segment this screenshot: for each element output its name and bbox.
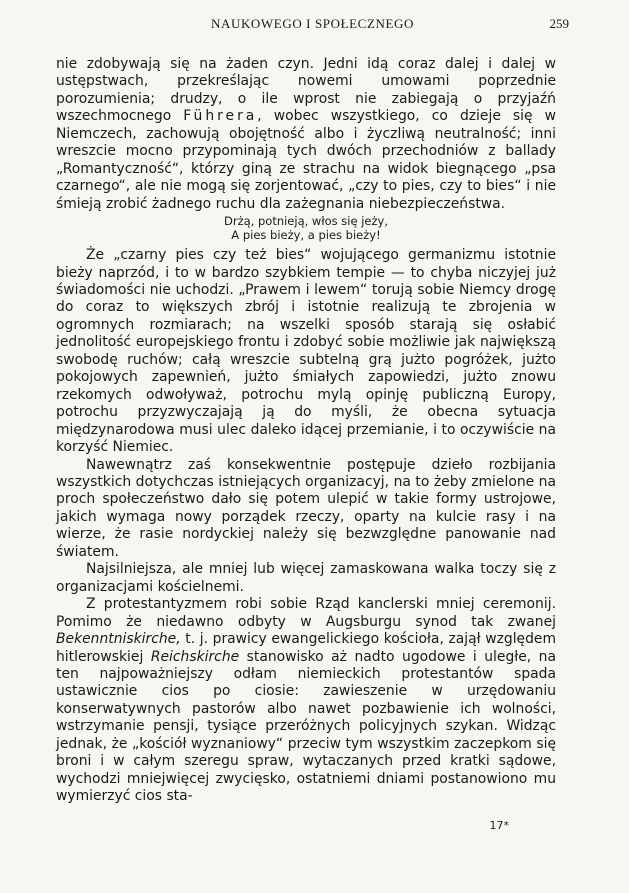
paragraph-5-text-a: Z protestantyzmem robi sobie Rząd kanclerski mniej ceremonij. Pomimo że niedawno odbyty w Augsburgu synod tak zwanej xyxy=(56,596,556,630)
page-number: 259 xyxy=(549,16,569,31)
paragraph-1-text-a: nie zdobywają się na żaden czyn. Jedni idą coraz dalej i dalej w ustępstwach, przekreślając nowemi umowami poprzednie porozumienia; drudzy, o ile wprost nie zabiegają o przyjaźń wszechmocnego xyxy=(56,56,556,125)
paragraph-1 xyxy=(56,56,556,213)
verse-quote xyxy=(56,214,556,242)
paragraph-1-text-b: , wobec wszystkiego, co dzieje się w Niemczech, zachowują obojętność albo i życzliwą neutralność; inni wreszcie mocno przypominają tych dwóch przechodniów z ballady „Romantyczność“, którzy giną ze strachu na widok biegnącego „psa czarnego“, ale nie mogą się zorjentować, „czy to pies, czy to bies“ i nie śmieją zrobić żadnego ruchu dla zażegnania niebezpieczeństwa. xyxy=(56,108,556,212)
verse-line-1: Drżą, potnieją, włos się jeży, xyxy=(224,214,388,229)
page-header xyxy=(56,16,569,36)
running-head: NAUKOWEGO I SPOŁECZNEGO xyxy=(210,16,414,31)
paragraph-2: Że „czarny pies czy też bies“ wojującego germanizmu istotnie bieży naprzód, i to w bardzo szybkiem tempie — to chyba niczyjej już świadomości nie uchodzi. „Prawem i lewem“ torują sobie Niemcy drogę do coraz to większych zbrój i istotnie realizują te zbrojenia w ogromnych rozmiarach; na wszelki sposób starają się osłabić jednolitość europejskiego frontu i zdobyć sobie możliwie jak największą swobodę ruchów; całą wreszcie subtelną grą jużto pogróżek, jużto pokojowych zapewnień, jużto śmiałych zapowiedzi, jużto znowu rzekomych odwoływaż, potrochu mylą opinję publiczną Europy, potrochu przyzwyczajają ją do myśli, że obecna sytuacja międzynarodowa musi ulec daleko idącej przemianie, i to oczywiście na korzyść Niemiec. xyxy=(56,247,556,456)
reichskirche-term: Reichskirche xyxy=(150,648,240,665)
body-text xyxy=(56,56,556,806)
paragraph-4: Najsilniejsza, ale mniej lub więcej zamaskowana walka toczy się z organizacjami kościelnemi. xyxy=(56,561,556,595)
paragraph-5-text-b: t. j. prawicy ewangelickiego kościoła, zajął względem hitlerowskiej xyxy=(56,631,556,665)
paragraph-5 xyxy=(56,596,556,805)
verse-line-2: A pies bieży, a pies bieży! xyxy=(231,228,381,243)
paragraph-3: Nawewnątrz zaś konsekwentnie postępuje dzieło rozbijania wszystkich dotychczas istniejących organizacyj, na to żeby zmielone na proch społeczeństwo dało się potem ulepić w takie formy ustrojowe, jakich wymaga nowy porządek rzeczy, oparty na kulcie rasy i na wierze, że rasie nordyckiej należy się bezwzględne panowanie nad światem. xyxy=(56,456,556,560)
fuhrer-spaced-word: Führera xyxy=(183,108,258,125)
printer-signature: 17* xyxy=(489,819,509,832)
paragraph-5-text-c: stanowisko aż nadto ugodowe i uległe, na ten najpoważniejszy odłam niemieckich protestantów spada ustawicznie cios po ciosie: zawieszenie w urzędowaniu konserwatywnych pastorów albo nawet pozbawienie ich wolności, wstrzymanie pensji, tysiące przeróżnych policyjnych szykan. Widząc jednak, że „kościół wyznaniowy“ przeciw tym wszystkim zaczepkom się broni i w całym szeregu spraw, wytaczanych przed kratki sądowe, wychodzi mniejwięcej zwycięsko, ostatniemi dniami postanowiono mu wymierzyć cios sta- xyxy=(56,648,556,805)
bekenntniskirche-term: Bekenntniskirche, xyxy=(56,631,181,648)
